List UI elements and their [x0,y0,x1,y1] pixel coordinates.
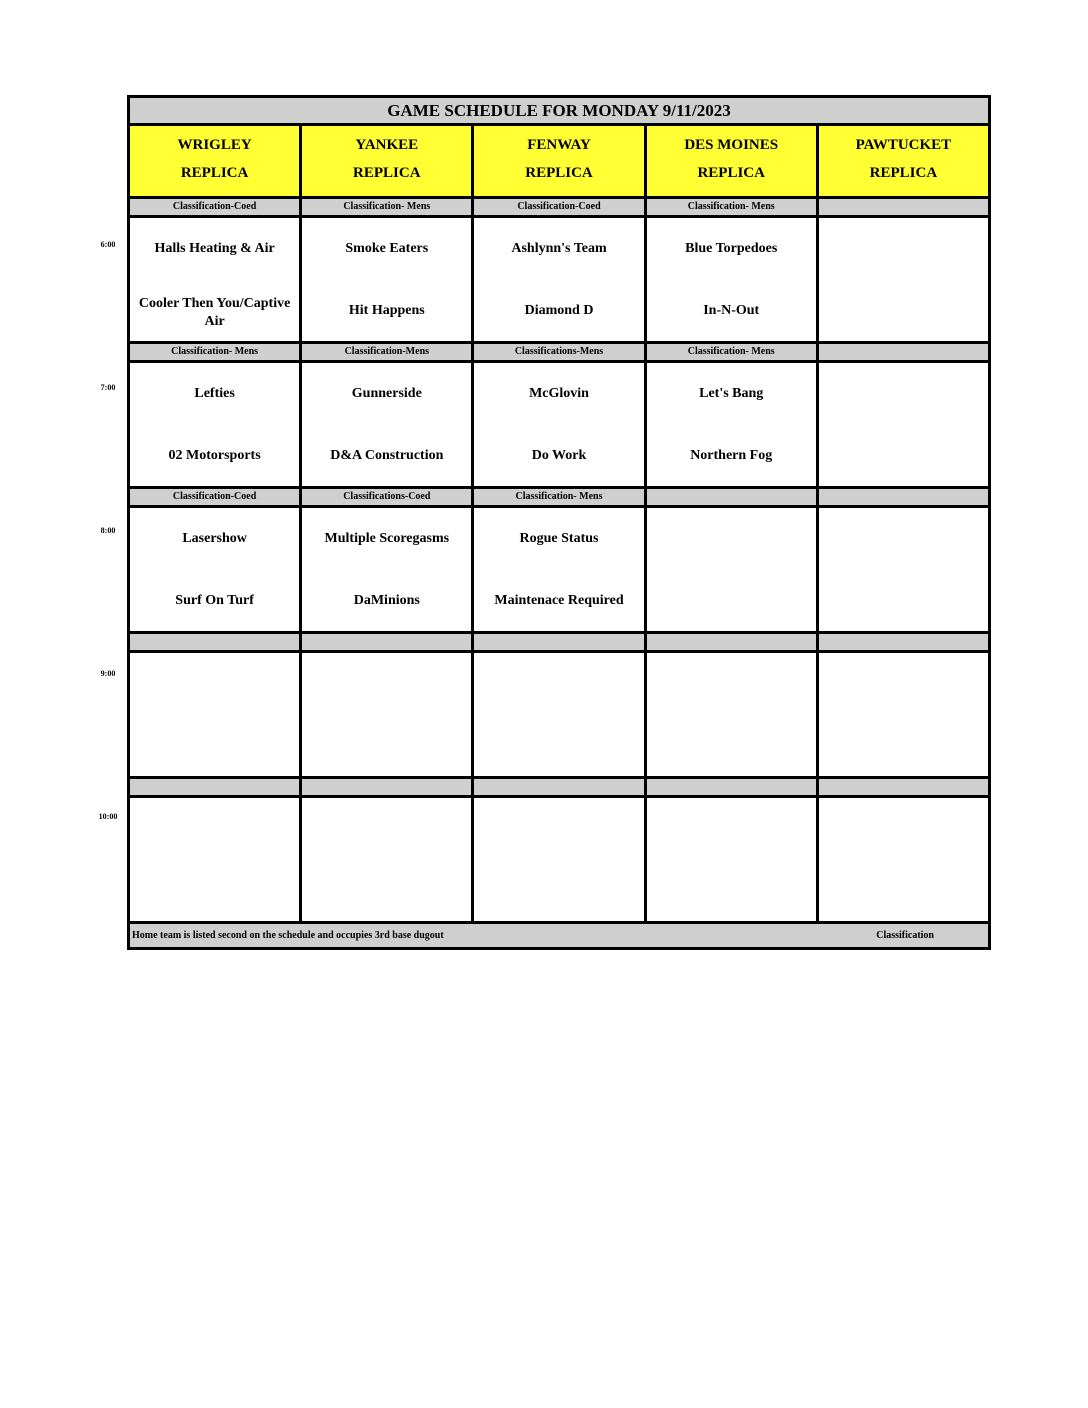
classification-cell: Classification-Coed [474,199,646,215]
away-team: Let's Bang [699,386,764,401]
game-cell [130,508,302,631]
game-cell [647,508,819,631]
game-cell [474,798,646,921]
game-cell [302,653,474,776]
game-cell [130,218,302,341]
classification-cell: Classification- Mens [647,344,819,360]
home-team: Hit Happens [348,303,425,318]
field-subtitle: REPLICA [525,165,593,181]
game-cell [302,363,474,486]
away-team: Lasershow [182,531,247,546]
game-cell [474,508,646,631]
time-label-10: 10:00 [98,812,118,821]
game-cell [819,218,988,341]
field-header-pawtucket [819,126,988,196]
field-subtitle: REPLICA [697,165,765,181]
classification-row [130,489,988,508]
field-header-yankee [302,126,474,196]
classification-cell: Classification- Mens [302,199,474,215]
field-subtitle: REPLICA [180,165,249,181]
game-cell [647,653,819,776]
classification-cell [130,779,302,795]
field-name: FENWAY [527,137,591,153]
away-team: Lefties [194,386,235,401]
home-team: In-N-Out [703,303,760,318]
classification-cell [819,199,988,215]
field-header-fenway [474,126,646,196]
game-cell [819,363,988,486]
away-team: Multiple Scoregasms [324,531,450,546]
game-cell [647,363,819,486]
away-team: Gunnerside [351,386,422,401]
game-cell [302,508,474,631]
game-cell [819,508,988,631]
game-cell [130,363,302,486]
time-label-8: 8:00 [100,526,116,535]
game-cell [474,363,646,486]
field-name: WRIGLEY [177,137,252,153]
schedule-table [127,95,991,950]
game-cell [302,218,474,341]
field-header-row [130,126,988,199]
classification-cell [474,779,646,795]
field-name: DES MOINES [684,137,779,153]
footer-classification-label: Classification [876,930,934,941]
game-row [130,218,988,344]
classification-cell [647,779,819,795]
home-team: D&A Construction [330,448,444,463]
classification-cell: Classifications-Coed [302,489,474,505]
classification-row [130,344,988,363]
away-team: Rogue Status [519,531,599,546]
classification-cell [130,634,302,650]
classification-cell: Classification-Mens [302,344,474,360]
classification-cell: Classification-Coed [130,199,302,215]
game-cell [819,798,988,921]
game-cell [647,798,819,921]
away-team: Halls Heating & Air [154,241,275,256]
game-cell [647,218,819,341]
classification-row [130,634,988,653]
home-team: Maintenace Required [494,593,624,608]
field-subtitle: REPLICA [353,165,421,181]
classification-cell [819,489,988,505]
game-row [130,653,988,779]
game-cell [819,653,988,776]
classification-cell [474,634,646,650]
home-team: Diamond D [524,303,594,318]
classification-cell [302,779,474,795]
away-team: Ashlynn's Team [511,241,607,256]
game-cell [474,218,646,341]
game-row [130,798,988,924]
home-team: Cooler Then You/Captive Air [138,296,291,329]
classification-row [130,199,988,218]
game-row [130,508,988,634]
classification-cell: Classification-Coed [130,489,302,505]
footer-note: Home team is listed second on the schedule and occupies 3rd base dugout [132,930,444,941]
classification-cell: Classification- Mens [474,489,646,505]
classification-cell: Classification- Mens [647,199,819,215]
game-cell [130,798,302,921]
classification-cell [647,634,819,650]
field-subtitle: REPLICA [869,165,938,181]
schedule-title: GAME SCHEDULE FOR MONDAY 9/11/2023 [130,98,988,126]
classification-cell [819,634,988,650]
field-header-des-moines [647,126,819,196]
game-cell [474,653,646,776]
classification-cell: Classifications-Mens [474,344,646,360]
classification-cell: Classification- Mens [130,344,302,360]
away-team: McGlovin [529,386,589,401]
away-team: Smoke Eaters [345,241,429,256]
game-cell [130,653,302,776]
field-header-wrigley [130,126,302,196]
field-name: YANKEE [355,137,419,153]
game-row [130,363,988,489]
classification-cell [647,489,819,505]
time-label-9: 9:00 [100,669,116,678]
field-name: PAWTUCKET [855,137,952,153]
game-cell [302,798,474,921]
time-label-7: 7:00 [100,383,116,392]
away-team: Blue Torpedoes [685,241,778,256]
classification-cell [819,344,988,360]
classification-row [130,779,988,798]
home-team: DaMinions [353,593,420,608]
home-team: Surf On Turf [175,593,254,608]
classification-cell [819,779,988,795]
home-team: Northern Fog [690,448,773,463]
home-team: 02 Motorsports [168,448,261,463]
time-label-6: 6:00 [100,240,116,249]
home-team: Do Work [531,448,587,463]
footer-row [130,924,988,947]
classification-cell [302,634,474,650]
